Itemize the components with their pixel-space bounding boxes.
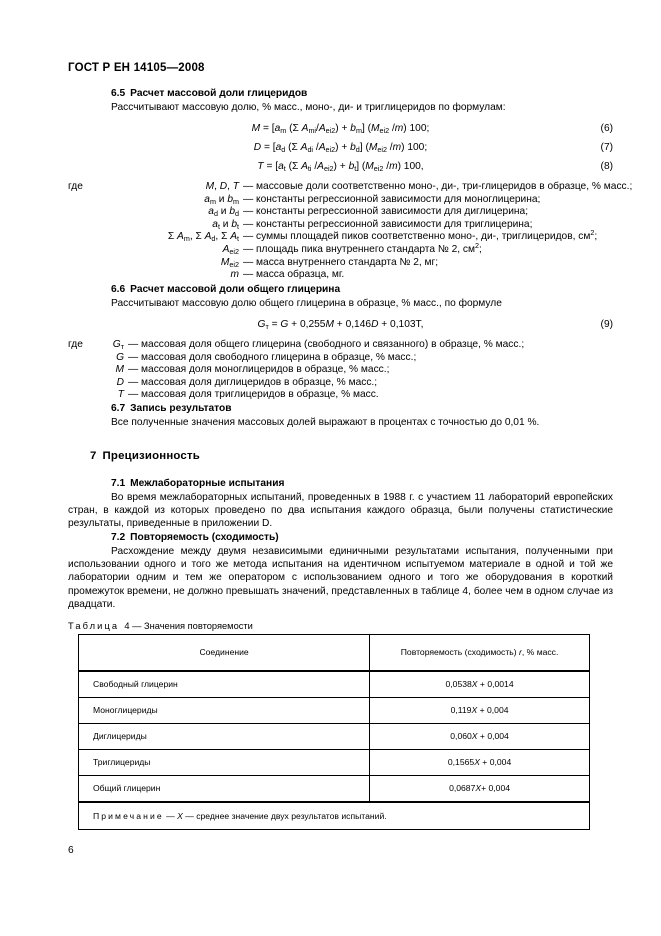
where-row xyxy=(68,194,613,207)
heading-7-1-number: 7.1 xyxy=(111,478,126,489)
heading-6-6-title: Расчет массовой доли общего глицерина xyxy=(130,283,341,295)
table-cell-compound: Диглицериды xyxy=(79,723,370,749)
heading-6-7-number: 6.7 xyxy=(111,402,126,414)
table-cell-value: 0,060X + 0,004 xyxy=(370,723,590,749)
where-description: — суммы площадей пиков соответственно моно-, ди-, триглицеридов, $см^2$; xyxy=(243,228,598,243)
where-description: — масса образца, мг. xyxy=(243,269,345,281)
where-symbol: где M, D, T xyxy=(68,181,239,193)
formula-9 xyxy=(68,315,613,334)
where-description: — константы регрессионной зависимости для диглицерина; xyxy=(243,206,529,218)
where-row xyxy=(68,241,613,257)
heading-6-6 xyxy=(68,284,613,295)
table-4-caption xyxy=(68,621,613,631)
heading-6-5-title: Расчет массовой доли глицеридов xyxy=(130,88,308,99)
heading-7-title: Прецизионность xyxy=(102,450,200,462)
where-symbol: $a_m$ и $b_m$ xyxy=(204,193,239,206)
table-header-compound: Соединение xyxy=(79,634,370,671)
where-symbol: T xyxy=(117,389,124,401)
table-4-head xyxy=(79,634,590,671)
where-symbol: m xyxy=(230,269,239,281)
standard-header: ГОСТ Р ЕН 14105—2008 xyxy=(68,62,205,74)
table-cell-value: 0,0538X + 0,0014 xyxy=(370,671,590,698)
where-description: — константы регрессионной зависимости для моноглицерина; xyxy=(243,193,541,205)
where-row xyxy=(68,364,613,377)
where-row xyxy=(68,352,613,365)
heading-7-2-number: 7.2 xyxy=(111,532,126,544)
formula-6-number: (6) xyxy=(600,123,613,135)
where-description: — массовая доля диглицеридов в образце, % масс.; xyxy=(128,376,378,388)
table-row xyxy=(79,671,590,698)
formula-7-number: (7) xyxy=(600,142,613,154)
table-cell-compound: Свободный глицерин xyxy=(79,671,370,698)
where-row xyxy=(68,181,633,194)
spacer xyxy=(68,611,613,621)
where-block-2 xyxy=(68,339,613,402)
where-description: — массовая доля общего глицерина (свободного и связанного) в образце, % масс.; xyxy=(128,338,525,350)
table-cell-value: 0,119X + 0,004 xyxy=(370,697,590,723)
where-row xyxy=(68,219,613,232)
heading-6-5 xyxy=(68,88,613,99)
where-description: — константы регрессионной зависимости для триглицерина; xyxy=(243,218,533,230)
heading-7-number: 7 xyxy=(90,450,97,462)
formula-8-number: (8) xyxy=(600,161,613,173)
table-row xyxy=(79,697,590,723)
paragraph-7-2-body: Расхождение между двумя независимыми единичными результатами испытания, полученными при использовании одного и того же метода испытания на идентичном испытуемом материале в одной и той же лаборатории одним и тем же оператором с использованием одного и того же оборудования в короткий промежуток времени, не должно превышать значений, представленных в таблице 4, более чем в одном случае из двадцати. xyxy=(68,546,613,610)
spacer xyxy=(68,429,613,450)
page-number: 6 xyxy=(68,845,74,856)
table-row xyxy=(79,749,590,775)
where-row xyxy=(68,257,613,270)
where-symbol: $a_d$ и $b_d$ xyxy=(208,206,239,219)
paragraph-6-5-intro: Рассчитывают массовую долю, % масс., моно-, ди- и триглицеридов по формулам: xyxy=(111,102,506,113)
heading-6-5-number: 6.5 xyxy=(111,88,126,99)
where-row xyxy=(68,377,613,390)
where-symbol: Σ $A_m$, Σ $A_d$, Σ $A_t$ xyxy=(167,231,239,244)
table-cell-value: 0,0687X+ 0,004 xyxy=(370,775,590,802)
paragraph-7-1-body: Во время межлабораторных испытаний, проведенных в 1988 г. с участием 11 лабораторий европейских стран, в каждой из которых проведено по два испытания каждого образца, были получены статистические результаты, приведенные в приложении D. xyxy=(68,492,613,530)
heading-7 xyxy=(68,450,613,462)
where-symbol: $A_{ei2}$ xyxy=(222,244,239,257)
where-description: — массовая доля моноглицеридов в образце, % масс.; xyxy=(128,364,390,376)
heading-7-1-title: Межлабораторные испытания xyxy=(130,478,285,489)
where-symbol: $a_t$ и $b_t$ xyxy=(212,218,239,231)
table-4-note-label: Примечание xyxy=(93,810,164,821)
table-4-caption-title: — Значения повторяемости xyxy=(132,620,253,631)
body-column xyxy=(68,88,633,830)
table-note-row xyxy=(79,802,590,830)
table-4-body xyxy=(79,671,590,830)
table-cell-compound: Триглицериды xyxy=(79,749,370,775)
formula-8 xyxy=(68,157,613,176)
table-header-repeatability: Повторяемость (сходимость) r, % масс. xyxy=(370,634,590,671)
spacer xyxy=(68,462,613,478)
where-symbol: D xyxy=(116,376,124,388)
where-symbol: M xyxy=(115,364,124,376)
formula-6-expression: $M = [a_m$ (Σ $A_{mi}/A_{ei2}) + b_m$] ($M_{ei2}$ /m) 100; xyxy=(251,123,430,136)
formula-9-number: (9) xyxy=(600,318,613,330)
where-description: — массовая доля свободного глицерина в образце, % масс.; xyxy=(128,351,417,363)
heading-7-2-title: Повторяемость (сходимость) xyxy=(130,532,279,544)
heading-7-2 xyxy=(68,532,613,543)
where-label-2: где xyxy=(68,338,83,350)
table-4-note: Примечание — X — среднее значение двух результатов испытаний. xyxy=(79,802,590,830)
where-symbol: G xyxy=(116,351,124,363)
table-cell-compound: Моноглицериды xyxy=(79,697,370,723)
table-row xyxy=(79,775,590,802)
where-symbol: $M_{ei2}$ xyxy=(220,256,239,269)
where-description: — массовая доля триглицеридов в образце, % масс. xyxy=(128,389,379,401)
heading-6-7 xyxy=(68,403,613,414)
formula-9-expression: $G_т = G + 0,255M + 0,146D + 0,103Т$, xyxy=(257,318,424,331)
formula-7 xyxy=(68,138,613,157)
where-block-1 xyxy=(68,181,633,282)
where-label-1: где xyxy=(68,181,83,193)
paragraph-6-6-intro: Рассчитывают массовую долю общего глицерина в образце, % масс., по формуле xyxy=(111,297,502,309)
where-row xyxy=(68,269,613,282)
heading-7-1 xyxy=(68,478,613,489)
paragraph-6-7-intro: Все полученные значения массовых долей выражают в процентах с точностью до 0,01 %. xyxy=(111,416,540,428)
table-cell-value: 0,1565X + 0,004 xyxy=(370,749,590,775)
formula-6 xyxy=(68,119,613,138)
table-4-caption-label: Таблица xyxy=(68,620,120,631)
table-header-row xyxy=(79,634,590,671)
table-4 xyxy=(78,634,590,830)
where-description: — масса внутреннего стандарта № 2, мг; xyxy=(243,256,439,268)
heading-6-7-title: Запись результатов xyxy=(130,402,232,414)
where-description: — площадь пика внутреннего стандарта № 2, $см^2$; xyxy=(243,241,482,256)
table-cell-compound: Общий глицерин xyxy=(79,775,370,802)
where-row xyxy=(68,206,613,219)
where-row xyxy=(68,228,613,244)
heading-6-6-number: 6.6 xyxy=(111,283,126,295)
where-row xyxy=(68,339,613,352)
table-4-caption-number: 4 xyxy=(124,620,130,631)
where-description: — массовые доли соответственно моно-, ди-, три-глицеридов в образце, % масс.; xyxy=(243,181,633,193)
formula-7-expression: $D = [a_d$ (Σ $A_{di}$ $/A_{ei2}) + b_d$] ($M_{ei2}$ /m) 100; xyxy=(253,142,428,155)
where-row xyxy=(68,389,613,402)
table-row xyxy=(79,723,590,749)
formula-8-expression: $T = [a_t$ (Σ $A_{ti}$ $/A_{ei2}) + b_t$] ($M_{ei2}$ /m) 100, xyxy=(257,161,424,174)
where-symbol: где $G_т$ xyxy=(68,338,124,351)
